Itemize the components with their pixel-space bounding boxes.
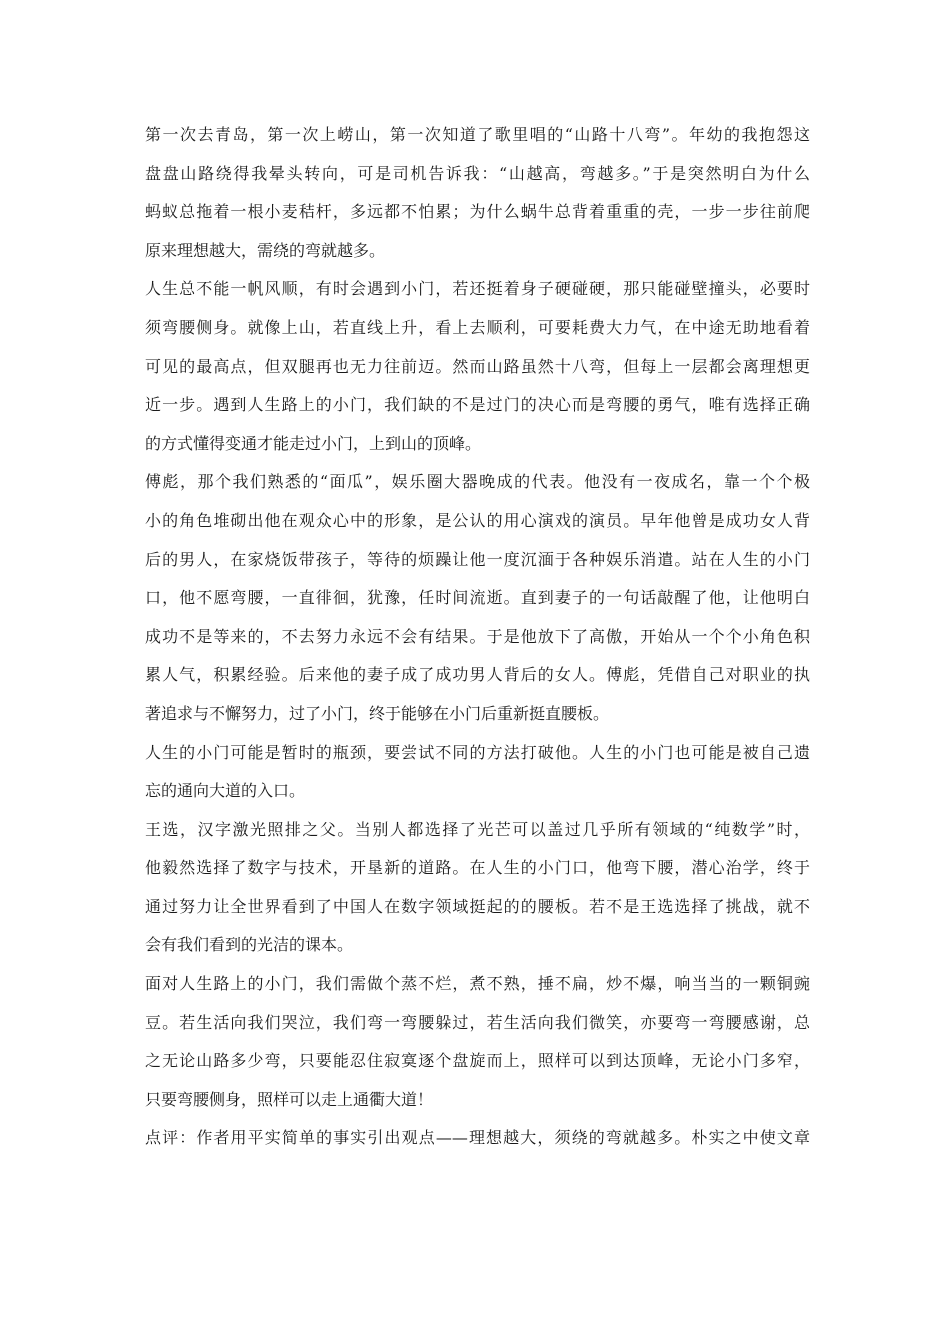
text-line: 人生的小门可能是暂时的瓶颈，要尝试不同的方法打破他。人生的小门也可能是被自己遗 <box>145 742 810 762</box>
text-line: 傅彪，那个我们熟悉的“面瓜”，娱乐圈大器晚成的代表。他没有一夜成名，靠一个个极 <box>145 472 810 492</box>
paragraph-wang-xuan <box>145 811 810 965</box>
text-line: 口，他不愿弯腰，一直徘徊，犹豫，任时间流逝。直到妻子的一句话敲醒了他，让他明白 <box>145 588 810 608</box>
text-line: 可见的最高点，但双腿再也无力往前迈。然而山路虽然十八弯，但每上一层都会离理想更 <box>145 356 810 376</box>
text-line: 小的角色堆砌出他在观众心中的形象，是公认的用心演戏的演员。早年他曾是成功女人背 <box>145 510 810 530</box>
text-line: 他毅然选择了数字与技术，开垦新的道路。在人生的小门口，他弯下腰，潜心治学，终于 <box>145 858 810 878</box>
text-line: 原来理想越大，需绕的弯就越多。 <box>145 240 386 260</box>
paragraph-fu-biao <box>145 463 810 733</box>
text-line: 通过努力让全世界看到了中国人在数字领域挺起的的腰板。若不是王选选择了挑战，就不 <box>145 896 810 916</box>
text-line: 王选，汉字激光照排之父。当别人都选择了光芒可以盖过几乎所有领域的“纯数学”时， <box>145 819 810 839</box>
text-line: 人生总不能一帆风顺，有时会遇到小门，若还挺着身子硬碰硬，那只能碰壁撞头，必要时 <box>145 279 810 299</box>
paragraph-small-door <box>145 270 810 463</box>
text-line: 第一次去青岛，第一次上崂山，第一次知道了歌里唱的“山路十八弯”。年幼的我抱怨这 <box>145 125 810 144</box>
paragraph-intro <box>145 116 810 270</box>
paragraph-comment <box>145 1119 810 1158</box>
text-line: 须弯腰侧身。就像上山，若直线上升，看上去顺利，可要耗费大力气，在中途无助地看着 <box>145 317 810 337</box>
text-line: 只要弯腰侧身，照样可以走上通衢大道！ <box>145 1089 434 1109</box>
text-line: 忘的通向大道的入口。 <box>145 781 306 801</box>
paragraph-conclusion <box>145 965 810 1119</box>
essay-text <box>145 116 810 1158</box>
text-line: 的方式懂得变通才能走过小门，上到山的顶峰。 <box>145 433 482 453</box>
text-line: 近一步。遇到人生路上的小门，我们缺的不是过门的决心而是弯腰的勇气，唯有选择正确 <box>145 395 810 415</box>
text-line: 会有我们看到的光洁的课本。 <box>145 935 354 955</box>
text-line: 面对人生路上的小门，我们需做个蒸不烂，煮不熟，捶不扁，炒不爆，响当当的一颗铜豌 <box>145 974 810 994</box>
text-line: 蚂蚁总拖着一根小麦秸杆，多远都不怕累；为什么蜗牛总背着重重的壳，一步一步往前爬 <box>145 202 810 222</box>
text-line: 点评：作者用平实简单的事实引出观点——理想越大，须绕的弯就越多。朴实之中使文章 <box>145 1128 810 1148</box>
text-line: 豆。若生活向我们哭泣，我们弯一弯腰躲过，若生活向我们微笑，亦要弯一弯腰感谢，总 <box>145 1012 810 1032</box>
text-line: 累人气，积累经验。后来他的妻子成了成功男人背后的女人。傅彪，凭借自己对职业的执 <box>145 665 810 685</box>
text-line: 后的男人，在家烧饭带孩子，等待的烦躁让他一度沉湎于各种娱乐消遣。站在人生的小门 <box>145 549 810 569</box>
text-line: 成功不是等来的，不去努力永远不会有结果。于是他放下了高傲，开始从一个个小角色积 <box>145 626 810 646</box>
text-line: 著追求与不懈努力，过了小门，终于能够在小门后重新挺直腰板。 <box>145 703 610 723</box>
paragraph-bottleneck <box>145 734 810 811</box>
text-line: 之无论山路多少弯，只要能忍住寂寞逐个盘旋而上，照样可以到达顶峰，无论小门多窄， <box>145 1051 810 1071</box>
text-line: 盘盘山路绕得我晕头转向，可是司机告诉我：“山越高，弯越多。”于是突然明白为什么 <box>145 163 810 183</box>
